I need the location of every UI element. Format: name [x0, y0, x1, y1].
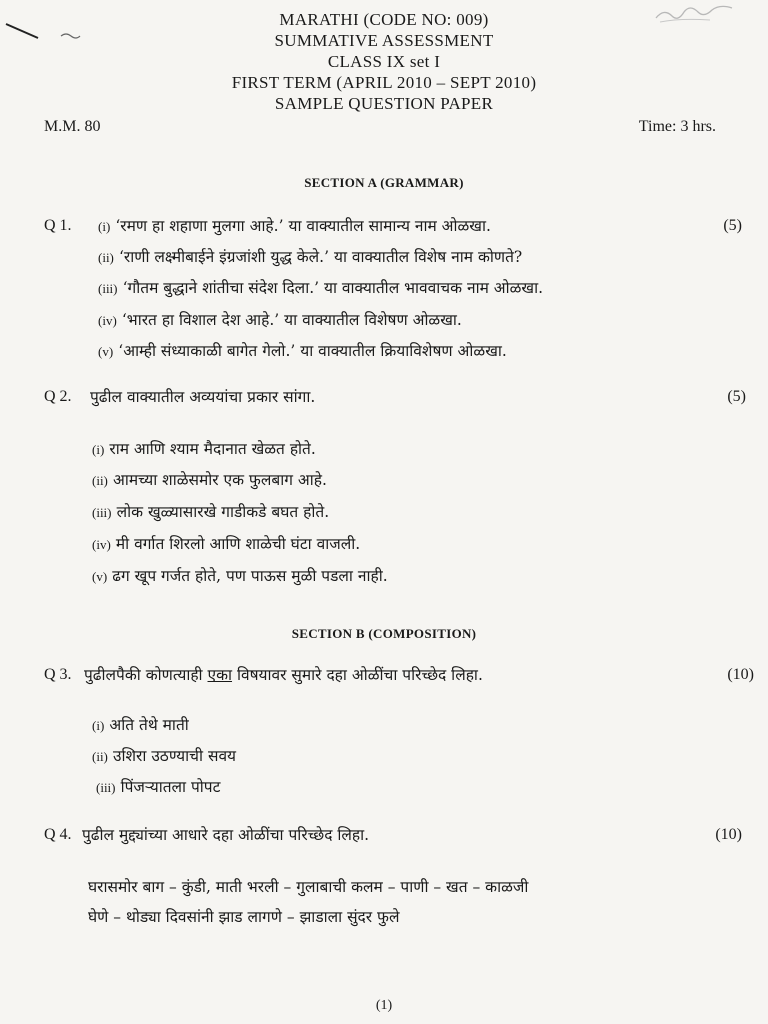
q3-marks: (10) [727, 666, 754, 683]
item-number: (ii) [92, 749, 108, 764]
item-text: पिंजऱ्यातला पोपट [120, 778, 221, 796]
q1-item [98, 214, 491, 236]
exam-class: CLASS IX set I [327, 52, 441, 71]
q3-text [84, 663, 483, 685]
q2-text: पुढील वाक्यातील अव्ययांचा प्रकार सांगा. [90, 388, 316, 406]
section-a-title: SECTION A (GRAMMAR) [304, 175, 464, 190]
q1-marks: (5) [723, 217, 742, 234]
item-text: ‘आम्ही संध्याकाळी बागेत गेलो.’ या वाक्यातील क्रियाविशेषण ओळखा. [118, 342, 507, 360]
item-number: (i) [92, 442, 105, 457]
q3-text-end: विषयावर सुमारे दहा ओळींचा परिच्छेद लिहा. [232, 666, 483, 684]
q4-points-line: घरासमोर बाग – कुंडी, माती भरली – गुलाबाची कलम – पाणी – खत – काळजी [88, 878, 529, 896]
q1-item [98, 245, 522, 267]
max-marks: M.M. 80 [44, 118, 101, 135]
item-number: (iii) [98, 281, 118, 296]
item-text: लोक खुळ्यासारखे गाडीकडे बघत होते. [116, 503, 330, 521]
q2-item [92, 500, 329, 522]
exam-paper-type: SAMPLE QUESTION PAPER [274, 94, 494, 113]
item-text: अति तेथे माती [109, 716, 189, 734]
item-text: ‘रमण हा शहाणा मुलगा आहे.’ या वाक्यातील सामान्य नाम ओळखा. [115, 217, 491, 235]
item-text: ‘राणी लक्ष्मीबाईने इंग्रजांशी युद्ध केले.’ या वाक्यातील विशेष नाम कोणते? [118, 248, 523, 266]
item-number: (ii) [98, 250, 114, 265]
item-text: ‘गौतम बुद्धाने शांतीचा संदेश दिला.’ या वाक्यातील भाववाचक नाम ओळखा. [122, 279, 544, 297]
q2-item [92, 468, 327, 490]
q3-item [92, 713, 189, 735]
section-b-title: SECTION B (COMPOSITION) [291, 626, 477, 641]
item-number: (v) [98, 344, 114, 359]
item-text: उशिरा उठण्याची सवय [112, 747, 237, 765]
q1-item [98, 276, 543, 298]
q3-text-emphasis: एका [207, 666, 233, 684]
q2-number: Q 2. [44, 388, 72, 405]
item-text: ‘भारत हा विशाल देश आहे.’ या वाक्यातील विशेषण ओळखा. [121, 311, 462, 329]
exam-term: FIRST TERM (APRIL 2010 – SEPT 2010) [231, 73, 537, 92]
exam-assessment-type: SUMMATIVE ASSESSMENT [274, 31, 494, 50]
q2-item [92, 564, 388, 586]
q2-item [92, 532, 360, 554]
item-text: राम आणि श्याम मैदानात खेळत होते. [109, 440, 316, 458]
q1-item [98, 308, 462, 330]
item-text: ढग खूप गर्जत होते, पण पाऊस मुळी पडला नाही. [112, 567, 388, 585]
item-number: (ii) [92, 473, 108, 488]
item-text: आमच्या शाळेसमोर एक फुलबाग आहे. [112, 471, 327, 489]
q3-item [92, 744, 236, 766]
q1-number: Q 1. [44, 217, 72, 234]
q3-text-start: पुढीलपैकी कोणत्याही [84, 666, 208, 684]
page-number: (1) [375, 998, 393, 1013]
q4-number: Q 4. [44, 826, 72, 843]
item-number: (iv) [92, 537, 111, 552]
q2-marks: (5) [727, 388, 746, 405]
item-number: (i) [92, 718, 105, 733]
q4-text: पुढील मुद्द्यांच्या आधारे दहा ओळींचा परिच्छेद लिहा. [82, 826, 370, 844]
item-number: (i) [98, 219, 111, 234]
exam-subject-code: MARATHI (CODE NO: 009) [279, 10, 489, 29]
time-allowed: Time: 3 hrs. [638, 118, 716, 135]
q1-item [98, 339, 507, 361]
item-number: (v) [92, 569, 108, 584]
item-text: मी वर्गात शिरलो आणि शाळेची घंटा वाजली. [115, 535, 361, 553]
q3-item [96, 775, 220, 797]
q4-points-line: घेणे – थोड्या दिवसांनी झाड लागणे – झाडाला सुंदर फुले [88, 908, 400, 926]
q2-item [92, 437, 316, 459]
item-number: (iv) [98, 313, 117, 328]
q3-number: Q 3. [44, 666, 72, 683]
item-number: (iii) [96, 780, 116, 795]
item-number: (iii) [92, 505, 112, 520]
q4-marks: (10) [715, 826, 742, 843]
